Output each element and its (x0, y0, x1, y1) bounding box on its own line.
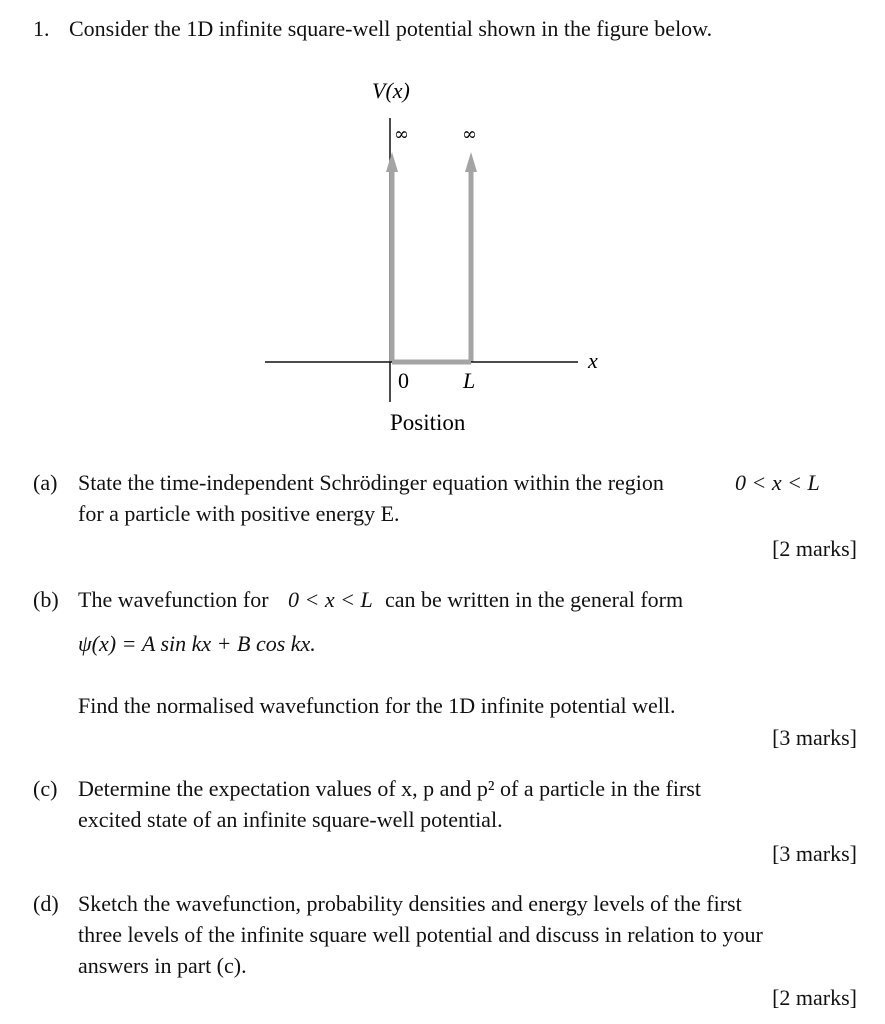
part-b-region: 0 < x < L (288, 587, 373, 612)
part-d-label: (d) (33, 891, 59, 916)
tick-zero-label: 0 (398, 368, 409, 393)
part-c-label: (c) (33, 776, 58, 801)
x-axis-label: x (588, 348, 598, 373)
part-b-label: (b) (33, 587, 59, 612)
part-a-region: 0 < x < L (735, 470, 820, 495)
square-well-figure (0, 0, 885, 450)
part-b-line1: The wavefunction for (78, 587, 269, 612)
part-c-marks: [3 marks] (772, 841, 857, 866)
part-d-line2: three levels of the infinite square well potential and discuss in relation to your (78, 922, 763, 947)
part-b-line2: Find the normalised wavefunction for the 1D infinite potential well. (78, 693, 676, 718)
part-b-marks: [3 marks] (772, 725, 857, 750)
part-a-line2: for a particle with positive energy E. (78, 501, 400, 526)
part-b-line1-end: can be written in the general form (385, 587, 684, 612)
right-arrow-head (465, 152, 477, 172)
part-a-marks: [2 marks] (772, 536, 857, 561)
part-d-marks: [2 marks] (772, 985, 857, 1010)
infinity-left-label: ∞ (394, 124, 409, 145)
part-c-line1: Determine the expectation values of x, p and p² of a particle in the first (78, 776, 701, 801)
infinity-right-label: ∞ (462, 124, 477, 145)
part-a-line1: State the time-independent Schrödinger equation within the region (78, 470, 664, 495)
part-a-label: (a) (33, 470, 58, 495)
figure-caption: Position (390, 410, 466, 435)
part-d-line1: Sketch the wavefunction, probability densities and energy levels of the first (78, 891, 742, 916)
y-axis-label: V(x) (372, 78, 410, 103)
left-arrow-head (386, 152, 398, 172)
part-c-line2: excited state of an infinite square-well potential. (78, 807, 503, 832)
part-b-formula: ψ(x) = A sin kx + B cos kx. (78, 631, 316, 656)
part-d-line3: answers in part (c). (78, 953, 247, 978)
question-number: 1. (33, 16, 50, 41)
tick-L-label: L (463, 368, 476, 393)
question-intro: Consider the 1D infinite square-well potential shown in the figure below. (69, 16, 713, 41)
